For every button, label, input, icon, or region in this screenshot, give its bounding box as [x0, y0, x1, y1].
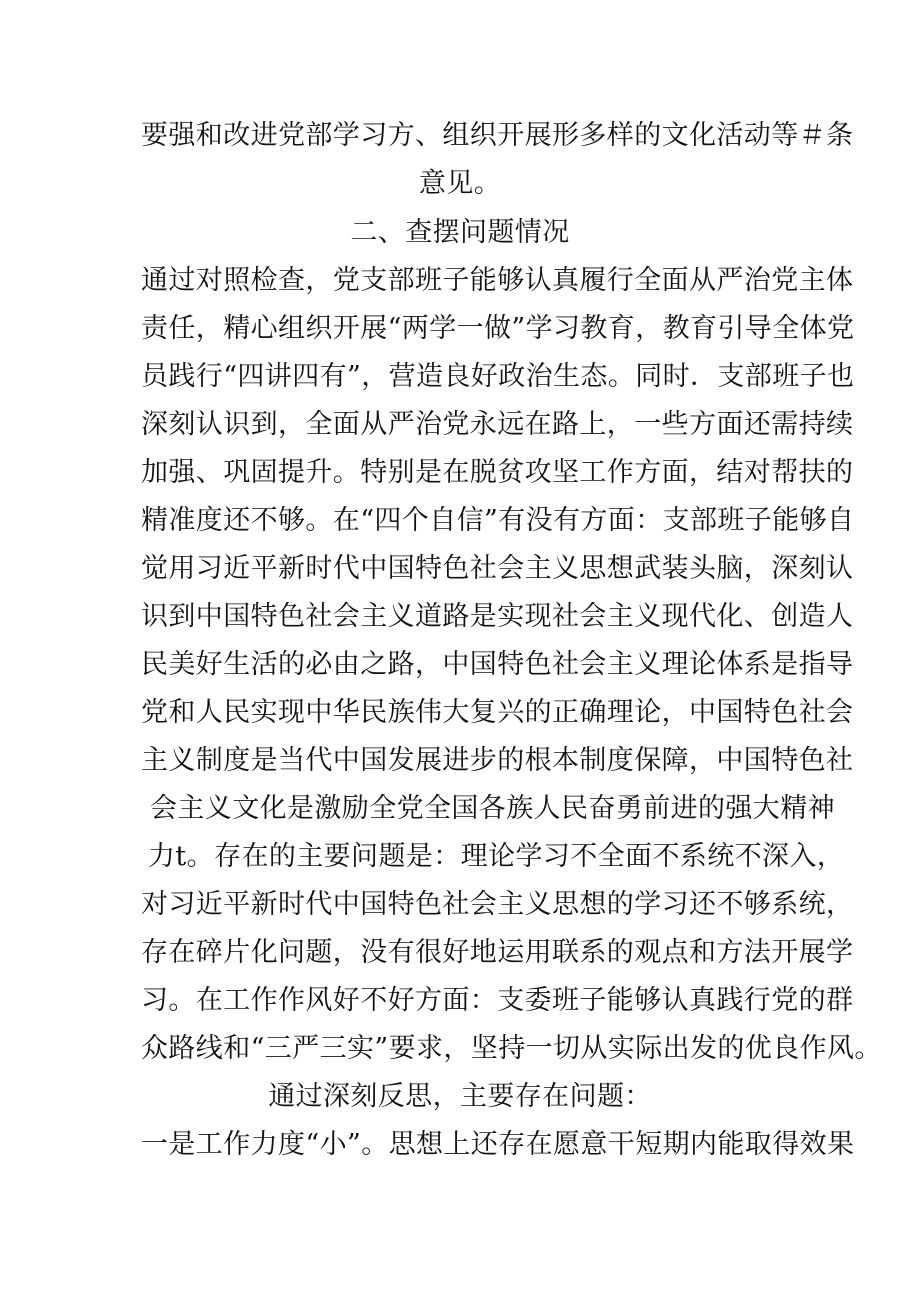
- text-line: 会主义文化是激励全党全国各族人民奋勇前进的强大精神: [150, 793, 835, 824]
- text-line: 加强、巩固提升。特别是在脱贫攻坚工作方面，结对帮扶的: [141, 457, 854, 488]
- text-line: 通过深刻反思，主要存在问题：: [268, 1081, 652, 1112]
- section-heading: 二、查摆问题情况: [350, 217, 570, 248]
- text-line: 觉用习近平新时代中国特色社会主义思想武装头脑，深刻认: [141, 553, 854, 584]
- text-line: 意见。: [418, 168, 502, 199]
- text-line: 存在碎片化问题，没有很好地运用联系的观点和方法开展学: [141, 937, 854, 968]
- text-line: 众路线和“三严三实”要求，坚持一切从实际出发的优良作风。: [141, 1033, 882, 1064]
- text-line: 民美好生活的必由之路，中国特色社会主义理论体系是指导: [141, 649, 854, 680]
- text-line: 要强和改进党部学习方、组织开展形多样的文化活动等＃条: [141, 120, 854, 151]
- text-line: 识到中国特色社会主义道路是实现社会主义现代化、创造人: [141, 601, 854, 632]
- text-line: 责任，精心组织开展“两学一做”学习教育，教育引导全体党: [141, 313, 855, 344]
- text-line: 党和人民实现中华民族伟大复兴的正确理论，中国特色社会: [141, 697, 854, 728]
- text-line: 通过对照检查，党支部班子能够认真履行全面从严治党主体: [141, 265, 854, 296]
- text-line: 深刻认识到，全面从严治党永远在路上，一些方面还需持续: [141, 409, 854, 440]
- text-line: 一是工作力度“小”。思想上还存在愿意干短期内能取得效果: [141, 1129, 855, 1160]
- text-line: 员践行“四讲四有”，营造良好政治生态。同时．支部班子也: [141, 361, 855, 392]
- text-line: 力t。存在的主要问题是：理论学习不全面不系统不深入，: [148, 841, 845, 872]
- text-line: 对习近平新时代中国特色社会主义思想的学习还不够系统，: [141, 889, 854, 920]
- text-line: 主义制度是当代中国发展进步的根本制度保障，中国特色社: [141, 745, 854, 776]
- text-line: 精准度还不够。在“四个自信”有没有方面：支部班子能够自: [141, 505, 855, 536]
- text-line: 习。在工作作风好不好方面：支委班子能够认真践行党的群: [141, 985, 854, 1016]
